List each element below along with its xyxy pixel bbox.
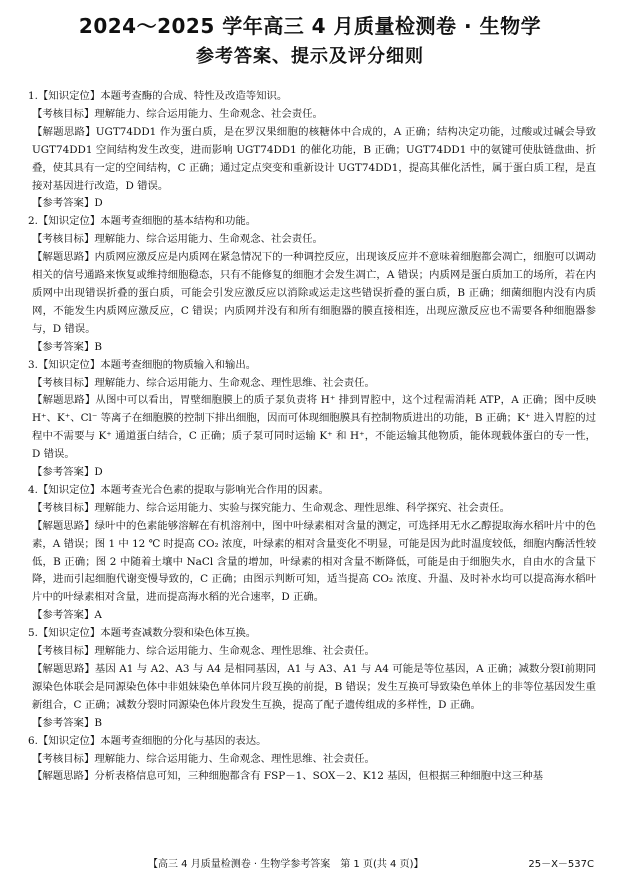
question-analysis: 【解题思路】基因 A1 与 A2、A3 与 A4 是相同基因，A1 与 A3、A1 与 A4 可能是等位基因，A 正确；减数分裂Ⅰ前期同源染色体联会是同源染色体中非姐妹染色单体同片段互换的前提，B 错误；发生互换可导致染色单体上的非等位基因发生重新组合，C 正确；减数分裂时同源染色体片段发生互换，提高了配子遗传组成的多样性，D 正确。 — [32, 663, 596, 711]
question-5 — [28, 625, 596, 732]
question-knowledge: 2.【知识定位】本题考查细胞的基本结构和功能。 — [28, 215, 257, 228]
question-knowledge: 3.【知识定位】本题考查细胞的物质输入和输出。 — [28, 358, 257, 371]
question-number: 6. — [28, 734, 38, 747]
question-3 — [28, 357, 596, 482]
question-analysis: 【解题思路】分析表格信息可知，三种细胞都含有 FSP－1、SOX－2、K12 基因，但根据三种细胞中这三种基 — [32, 770, 543, 783]
document-title: 2024～2025 学年高三 4 月质量检测卷 · 生物学 — [78, 14, 542, 38]
question-number: 2. — [28, 215, 38, 228]
question-analysis: 【解题思路】从图中可以看出，胃壁细胞膜上的质子泵负责将 H⁺ 排到胃腔中，这个过程需消耗 ATP，A 正确；图中反映 H⁺、K⁺、Cl⁻ 等离子在细胞膜的控制下排出细胞，因而可体现细胞膜具有控制物质进出的功能，B 正确；K⁺ 进入胃腔的过程中不需要与 K⁺ 通道蛋白结合，C 正确；质子泵可同时运输 K⁺ 和 H⁺，不能运输其他物质，能体现载体蛋白的专一性，D 错误。 — [32, 394, 596, 461]
question-number: 5. — [28, 627, 38, 640]
question-answer: 【参考答案】B — [32, 716, 102, 729]
question-answer: 【参考答案】D — [32, 466, 103, 479]
question-answer: 【参考答案】A — [32, 609, 102, 622]
question-6 — [28, 733, 596, 787]
document-subtitle: 参考答案、提示及评分细则 — [196, 46, 424, 67]
question-knowledge: 1.【知识定位】本题考查酶的合成、特性及改造等知识。 — [28, 90, 288, 102]
footer-page-info: 【高三 4 月质量检测卷 · 生物学参考答案 第 1 页(共 4 页)】 — [148, 859, 424, 870]
question-analysis: 【解题思路】绿叶中的色素能够溶解在有机溶剂中，图中叶绿素相对含量的测定，可选择用无水乙醇提取海水稻叶片中的色素，A 错误；图 1 中 12 ℃ 时提高 CO₂ 浓度，叶绿素的相对含量变化不明显，可能是因为此时温度较低，细胞内酶活性较低，B 正确；图 2 中随着土壤中 NaCl 含量的增加，叶绿素的相对含量不断降低，可能是由于细胞失水，自由水的含量下降，进而引起细胞代谢变慢导致的，C 正确；由图示判断可知，适当提高 CO₂ 浓度、升温、及时补水均可以提高海水稻叶片中的叶绿素相对含量，进而提高海水稻的光合速率，D 正确。 — [32, 519, 596, 604]
footer-doc-code: 25－X－537C — [528, 859, 594, 870]
question-number: 4. — [28, 483, 38, 496]
question-number: 1. — [28, 90, 38, 102]
page-footer — [0, 853, 620, 871]
question-answer: 【参考答案】D — [32, 197, 103, 210]
question-analysis: 【解题思路】内质网应激反应是内质网在紧急情况下的一种调控反应，出现该反应并不意味着细胞都会凋亡，细胞可以调动相关的信号通路来恢复或维持细胞稳态，只有不能修复的细胞才会发生凋亡，A 错误；内质网是蛋白质加工的场所，若在内质网中出现错误折叠的蛋白质，可能会引发应激反应以消除或运走这些错误折叠的蛋白质，B 正确；细菌细胞内没有内质网，不能发生内质网应激反应，C 错误；内质网并没有和所有细胞器的膜直接相连，出现应激反应也不需要各种细胞器参与，D 错误。 — [32, 251, 596, 335]
question-goal: 【考核目标】理解能力、综合运用能力、生命观念、社会责任。 — [32, 107, 323, 120]
answer-content — [28, 88, 596, 786]
question-knowledge: 4.【知识定位】本题考查光合色素的提取与影响光合作用的因素。 — [28, 483, 329, 496]
question-knowledge: 5.【知识定位】本题考查减数分裂和染色体互换。 — [28, 627, 257, 640]
question-analysis: 【解题思路】UGT74DD1 作为蛋白质，是在罗汉果细胞的核糖体中合成的，A 正确；结构决定功能，过酸或过碱会导致 UGT74DD1 空间结构发生改变，进而影响 UGT74DD1 的催化功能，B 正确；UGT74DD1 中的氨键可使肽链盘曲、折叠，使其具有一定的空间结构，C 正确；通过定点突变和重新设计 UGT74DD1，提高其催化活性，属于蛋白质工程，是直接对基因进行改造，D 错误。 — [32, 125, 596, 192]
question-answer: 【参考答案】B — [32, 340, 102, 353]
question-1 — [28, 88, 596, 213]
question-goal: 【考核目标】理解能力、综合运用能力、实验与探究能力、生命观念、理性思维、科学探究、社会责任。 — [32, 501, 510, 514]
question-goal: 【考核目标】理解能力、综合运用能力、生命观念、理性思维、社会责任。 — [32, 645, 375, 658]
question-knowledge: 6.【知识定位】本题考查细胞的分化与基因的表达。 — [28, 734, 267, 747]
question-goal: 【考核目标】理解能力、综合运用能力、生命观念、社会责任。 — [32, 233, 323, 246]
question-number: 3. — [28, 358, 38, 371]
question-goal: 【考核目标】理解能力、综合运用能力、生命观念、理性思维、社会责任。 — [32, 376, 375, 389]
question-2 — [28, 213, 596, 356]
question-goal: 【考核目标】理解能力、综合运用能力、生命观念、理性思维、社会责任。 — [32, 752, 375, 765]
question-4 — [28, 482, 596, 625]
